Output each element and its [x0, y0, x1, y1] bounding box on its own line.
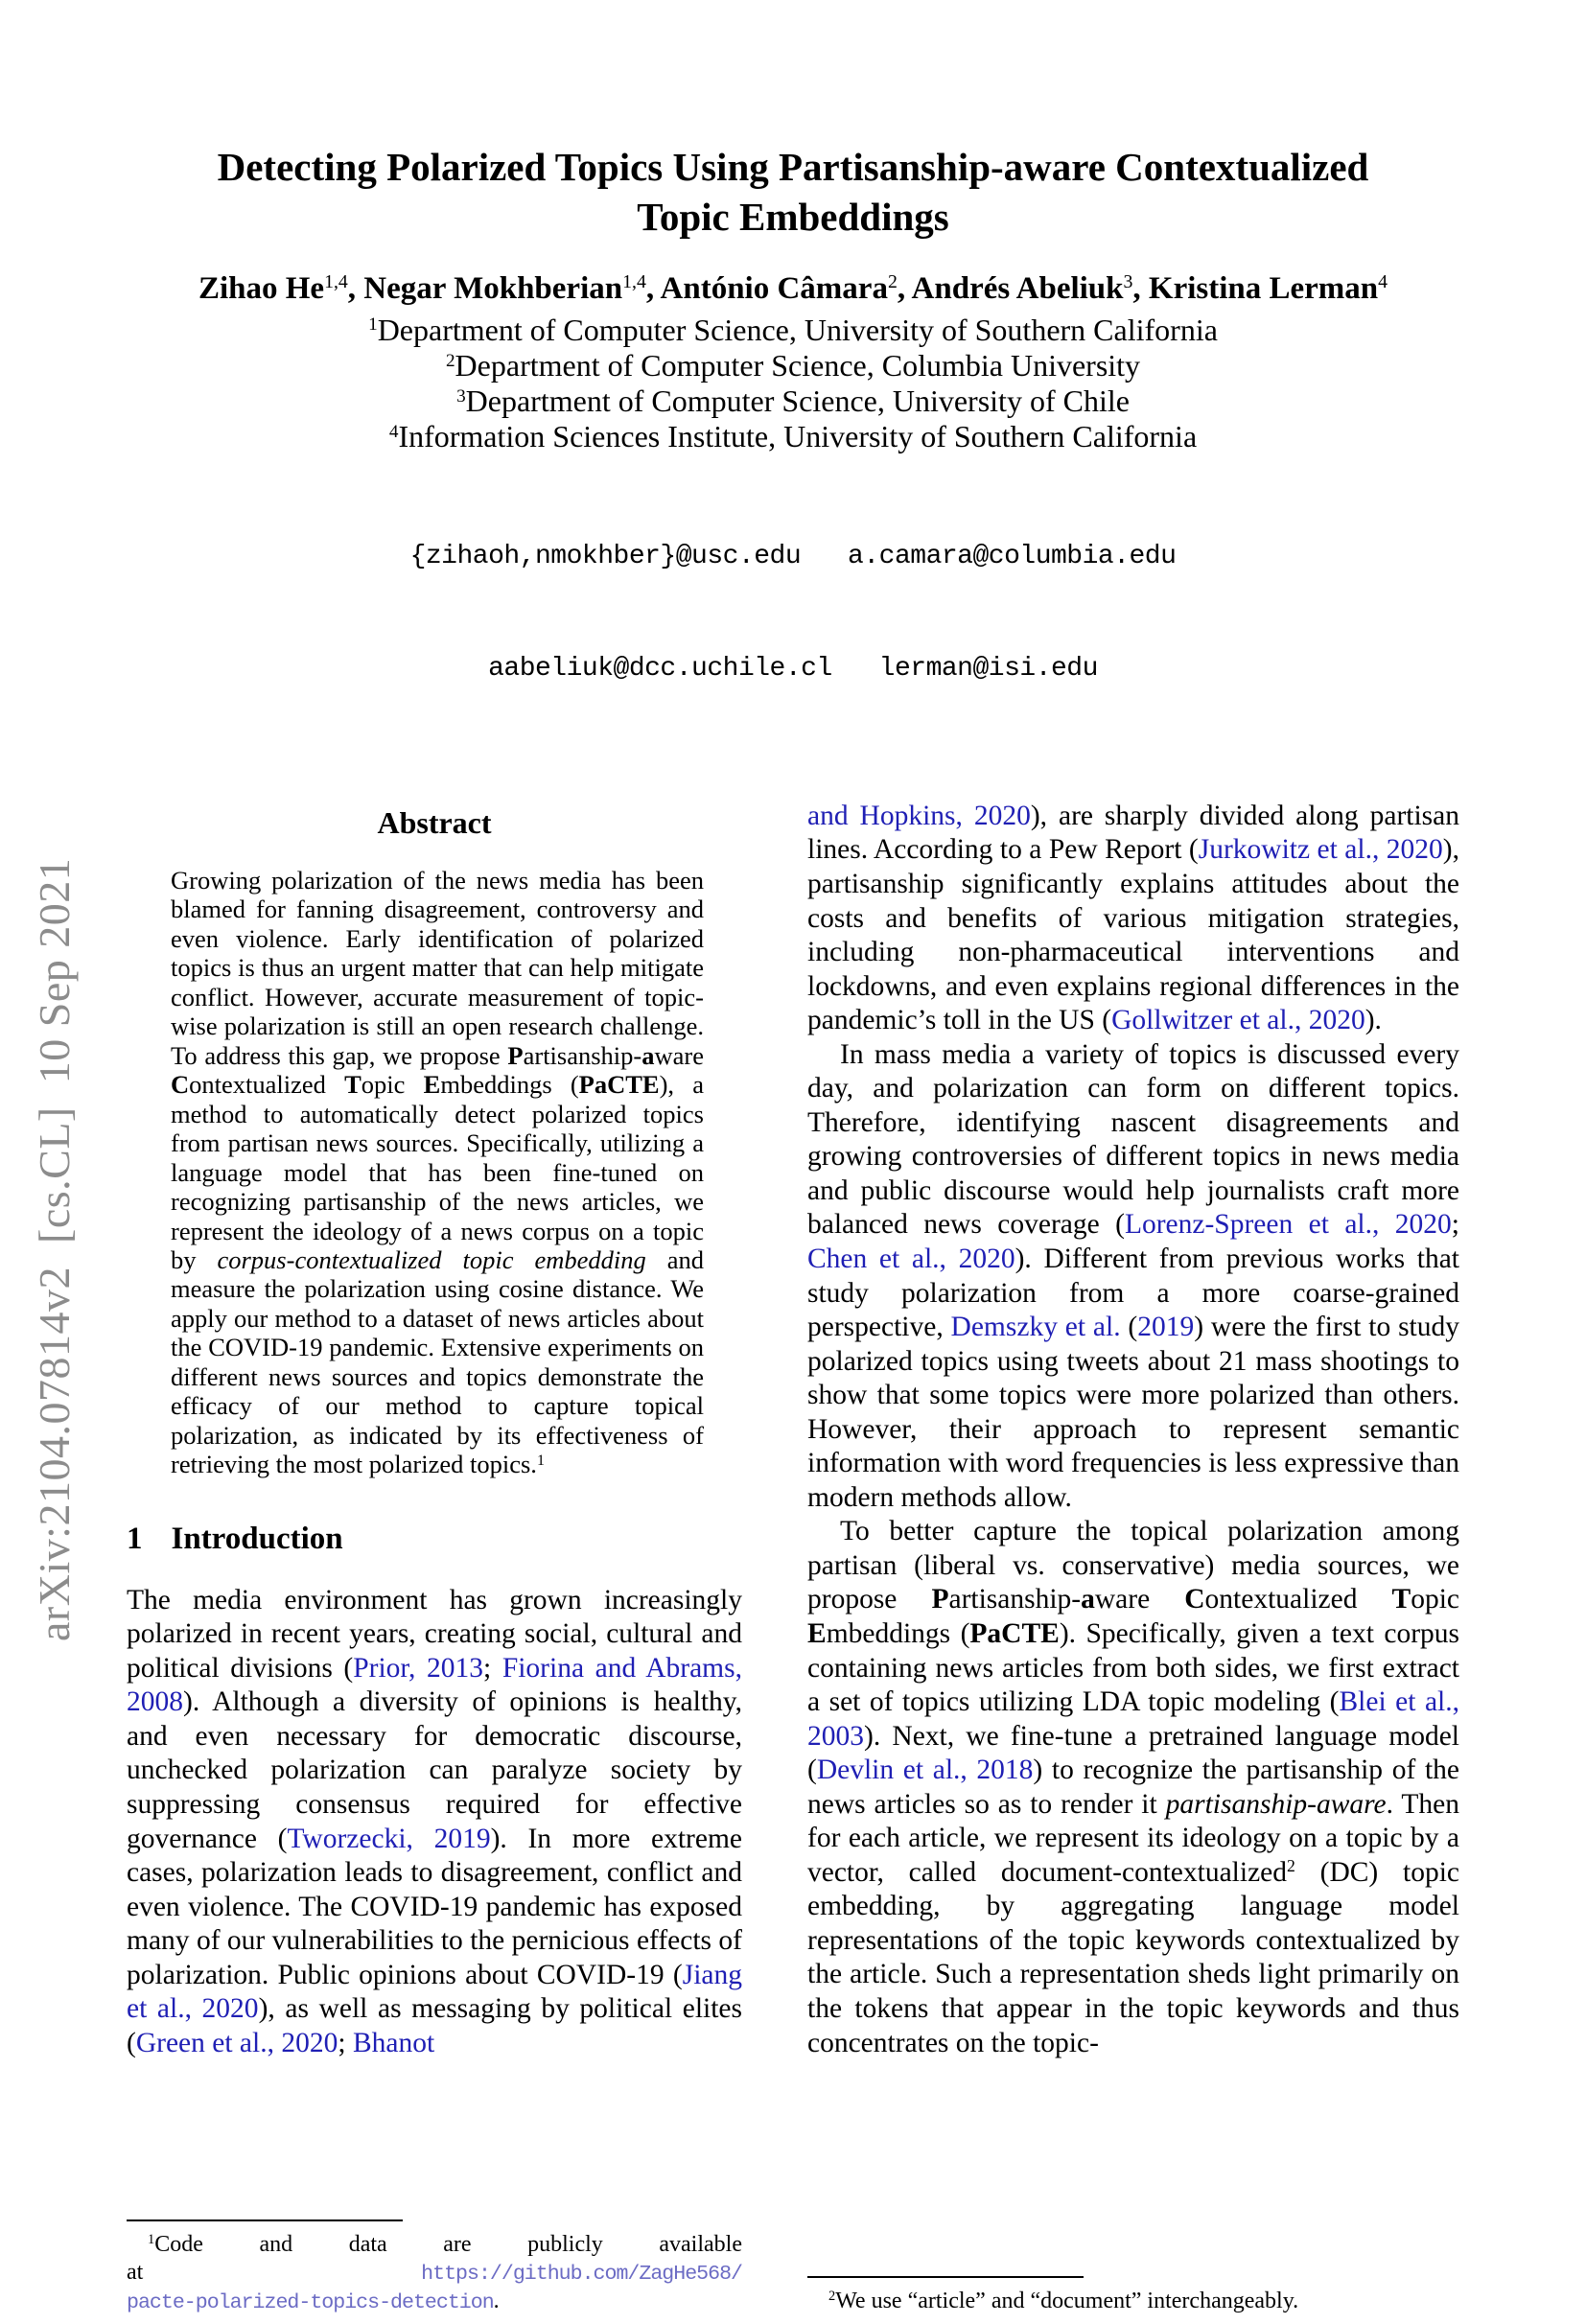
text-segment: E — [423, 1070, 441, 1100]
text-segment: António Câmara — [660, 270, 888, 306]
text-segment: a — [641, 1040, 655, 1070]
text-segment: , — [645, 270, 661, 306]
text-segment: (DC) topic embedding, by aggregating language model representations of the topic keywords contextualized by the article. Such a representation sheds light primarily on the tokens that appear in the topic keywords and thus concentrates on the topic- — [807, 1856, 1459, 2058]
text-segment: mbeddings ( — [826, 1618, 970, 1649]
text-segment: . — [493, 2289, 500, 2314]
text-segment: at — [127, 2260, 422, 2286]
text-segment: Andrés Abeliuk — [911, 270, 1124, 306]
text-segment: The media environment has grown increasingly polarized in recent years, creating social, cultural and political divisions ( — [127, 1584, 742, 1684]
intro-paragraph-right-1 — [807, 800, 1459, 1038]
text-segment: 2 — [1287, 1856, 1295, 1876]
citation-link[interactable]: Lorenz-Spreen et al., 2020 — [1124, 1209, 1452, 1241]
text-segment: ) were the first to study polarized topics using tweets about 21 mass shootings to show that some topics were more polarized than others. However, their approach to represent semantic information with word frequencies is less expressive than modern methods allow. — [807, 1312, 1459, 1513]
citation-link[interactable]: Demszky et al. — [950, 1312, 1121, 1343]
author-emails — [127, 462, 1459, 763]
footnote-block-right — [807, 2276, 1459, 2316]
citation-link[interactable]: Green et al., 2020 — [135, 2027, 338, 2058]
footnote-divider-right — [807, 2276, 1084, 2278]
text-segment: Zihao He — [198, 270, 325, 306]
text-segment: 3 — [1123, 271, 1133, 293]
abstract-body — [171, 866, 704, 1479]
text-segment: . Then for each article, we represent its ideology on a topic by a vector, called document-contextualized — [807, 1788, 1459, 1888]
section-title: Introduction — [171, 1521, 343, 1556]
text-segment: To better capture the topical polarization among partisan (liberal vs. conservative) media sources, we propose — [807, 1516, 1459, 1615]
text-segment: Negar Mokhberian — [363, 270, 623, 306]
text-segment: artisanship- — [948, 1584, 1082, 1615]
citation-link[interactable]: Gollwitzer et al., 2020 — [1111, 1005, 1365, 1036]
text-segment: ; — [483, 1652, 502, 1684]
text-segment: artisanship- — [523, 1040, 642, 1070]
text-segment: corpus-contextualized topic embedding — [217, 1244, 646, 1274]
text-segment: 2 — [828, 2289, 836, 2305]
authors-line — [127, 271, 1459, 307]
text-segment: Kristina Lerman — [1148, 270, 1379, 306]
text-segment: mbeddings ( — [440, 1070, 579, 1100]
text-segment: partisanship-aware — [1165, 1788, 1387, 1820]
text-segment: C — [1184, 1584, 1205, 1615]
footnote-1 — [127, 2231, 742, 2316]
intro-paragraph-left — [127, 1584, 742, 2061]
citation-link[interactable]: Chen et al., 2020 — [807, 1243, 1015, 1274]
text-segment: and measure the polarization using cosine distance. We apply our method to a dataset of news articles about the COVID-19 pandemic. Extensive experiments on different news sources and topics demonstrate the efficacy of our method to capture topical polarization, as indicated by its effectiveness of retrieving the most polarized topics. — [171, 1244, 704, 1479]
url-link[interactable]: pacte-polarized-topics-detection — [127, 2291, 494, 2315]
text-segment: T — [344, 1070, 362, 1100]
affiliation-sup-3: 3 — [456, 385, 466, 407]
text-segment: ). Although a diversity of opinions is healthy, and even necessary for democratic discourse, unchecked polarization can paralyze society by suppressing consensus required for effective governance ( — [127, 1686, 742, 1854]
footnote-line — [127, 2231, 742, 2260]
text-segment: ), a method to automatically detect polarized topics from partisan news sources. Specifically, utilizing a language model that has been fine-tuned on recognizing partisanship of the news articles, we represent the ideology of a news corpus on a topic by — [171, 1070, 705, 1274]
footnote-block-left — [127, 2219, 742, 2316]
text-segment: ; — [338, 2027, 353, 2058]
text-segment: ) to recognize the partisanship of the news articles so as to render it — [807, 1755, 1459, 1820]
intro-paragraph-right-2 — [807, 1038, 1459, 1516]
text-segment: T — [1391, 1584, 1411, 1615]
text-segment: ). — [1364, 1005, 1382, 1036]
citation-link[interactable]: 2019 — [1137, 1312, 1195, 1343]
text-segment: ; — [1451, 1209, 1459, 1241]
text-segment: P — [931, 1584, 949, 1615]
text-segment: We use “article” and “document” interchangeably. — [835, 2289, 1299, 2314]
text-segment: ontextualized — [189, 1070, 345, 1100]
text-segment: E — [807, 1618, 827, 1649]
footnote-line — [807, 2288, 1459, 2316]
section-heading-introduction — [127, 1522, 742, 1557]
text-segment: 1 — [536, 1452, 545, 1469]
text-segment: ), partisanship significantly explains attitudes about the costs and benefits of various mitigation strategies, including non-pharmaceutical interventions and lockdowns, and even explains regional differences in the pandemic’s toll in the US ( — [807, 834, 1459, 1036]
abstract-heading: Abstract — [377, 804, 492, 840]
right-column — [807, 800, 1459, 2324]
affiliation-text-4: Information Sciences Institute, University of Southern California — [398, 419, 1198, 454]
text-segment: PaCTE — [969, 1618, 1060, 1649]
footnote-divider-left — [127, 2219, 403, 2221]
text-segment: 4 — [1378, 271, 1388, 293]
text-segment: Growing polarization of the news media has been blamed for fanning disagreement, controversy and even violence. Early identification of polarized topics is thus an urgent matter that can help mitigate conflict. However, accurate measurement of topic-wise polarization is still an open research challenge. To address this gap, we propose — [171, 865, 704, 1070]
text-segment: Code and data are publicly available — [154, 2231, 742, 2257]
text-segment: ontextualized — [1204, 1584, 1392, 1615]
citation-link[interactable]: Jurkowitz et al., 2020 — [1198, 834, 1443, 866]
text-segment: , — [347, 270, 364, 306]
text-segment: ). Specifically, given a text corpus containing news articles from both sides, we first extract a set of topics utilizing LDA topic modeling ( — [807, 1618, 1460, 1718]
text-segment: ). In more extreme cases, polarization leads to disagreement, conflict and even violence. The COVID-19 pandemic has exposed many of our vulnerabilities to the pernicious effects of polarization. Public opinions about COVID-19 ( — [127, 1823, 742, 1990]
affiliation-text-3: Department of Computer Science, University of Chile — [465, 383, 1130, 419]
text-segment: a — [1081, 1584, 1095, 1615]
text-segment: ). Next, we fine-tune a pretrained language model ( — [807, 1720, 1459, 1786]
affiliation-sup-2: 2 — [445, 350, 455, 371]
text-segment: ). Different from previous works that study polarization from a more coarse-grained perspective, — [807, 1243, 1459, 1343]
footnote-2 — [807, 2288, 1459, 2316]
paper-title-line-1: Detecting Polarized Topics Using Partisanship-aware Contextualized — [217, 145, 1369, 189]
text-segment: , — [1132, 270, 1149, 306]
footnote-line — [127, 2259, 742, 2288]
paper-title-line-2: Topic Embeddings — [637, 195, 949, 240]
affiliation-line-1 — [127, 313, 1459, 348]
citation-link[interactable]: Jiang et al., 2020 — [127, 1959, 742, 2025]
citation-link[interactable]: Blei et al., 2003 — [807, 1686, 1459, 1752]
email-line-2[interactable]: aabeliuk@dcc.uchile.cl lerman@isi.edu — [488, 654, 1098, 685]
left-column — [127, 800, 742, 2324]
url-link[interactable]: https://github.com/ZagHe568/ — [421, 2263, 742, 2287]
section-number: 1 — [127, 1521, 143, 1556]
text-segment: In mass media a variety of topics is discussed every day, and polarization can form on different topics. Therefore, identifying nascent disagreements and growing controversies of different topics in news media and public discourse would help journalists craft more balanced news coverage ( — [807, 1038, 1459, 1241]
text-segment: PaCTE — [578, 1070, 660, 1100]
paper-title — [127, 142, 1459, 243]
arxiv-watermark: arXiv:2104.07814v2 [cs.CL] 10 Sep 2021 — [30, 857, 79, 1641]
affiliation-text-1: Department of Computer Science, University of Southern California — [377, 312, 1218, 347]
affiliation-text-2: Department of Computer Science, Columbia University — [455, 348, 1141, 383]
text-segment: opic — [361, 1070, 424, 1100]
text-segment: ware — [1094, 1584, 1185, 1615]
text-segment: ware — [654, 1040, 704, 1070]
email-line-1[interactable]: {zihaoh,nmokhber}@usc.edu a.camara@columbia.edu — [409, 541, 1177, 571]
paper-content — [127, 0, 1459, 2324]
affiliation-sup-4: 4 — [388, 421, 399, 442]
intro-paragraph-right-3 — [807, 1515, 1459, 2060]
text-segment: P — [507, 1040, 524, 1070]
citation-link[interactable]: Devlin et al., 2018 — [816, 1755, 1034, 1786]
affiliation-sup-1: 1 — [368, 314, 378, 336]
affiliations — [127, 313, 1459, 454]
text-segment: ), as well as messaging by political elites ( — [127, 1993, 742, 2058]
text-segment: ), are sharply divided along partisan lines. According to a Pew Report ( — [807, 800, 1460, 866]
text-segment: , — [897, 270, 912, 306]
text-segment: opic — [1411, 1584, 1459, 1615]
two-column-body — [127, 800, 1459, 2324]
text-segment: ( — [1120, 1312, 1138, 1343]
citation-link[interactable]: Tworzecki, 2019 — [287, 1823, 491, 1854]
text-segment: 2 — [887, 271, 898, 293]
text-segment: 1,4 — [622, 271, 646, 293]
text-segment: C — [171, 1070, 190, 1100]
citation-link[interactable]: and Hopkins, 2020 — [807, 800, 1031, 831]
footnote-line — [127, 2288, 742, 2316]
citation-link[interactable]: Prior, 2013 — [353, 1652, 484, 1684]
citation-link[interactable]: Bhanot — [352, 2027, 435, 2058]
citation-link[interactable]: Fiorina and Abrams, 2008 — [127, 1652, 742, 1718]
affiliation-line-2 — [127, 348, 1459, 383]
affiliation-line-3 — [127, 383, 1459, 419]
text-segment: 1 — [148, 2231, 155, 2247]
text-segment: 1,4 — [324, 271, 348, 293]
affiliation-line-4 — [127, 419, 1459, 454]
